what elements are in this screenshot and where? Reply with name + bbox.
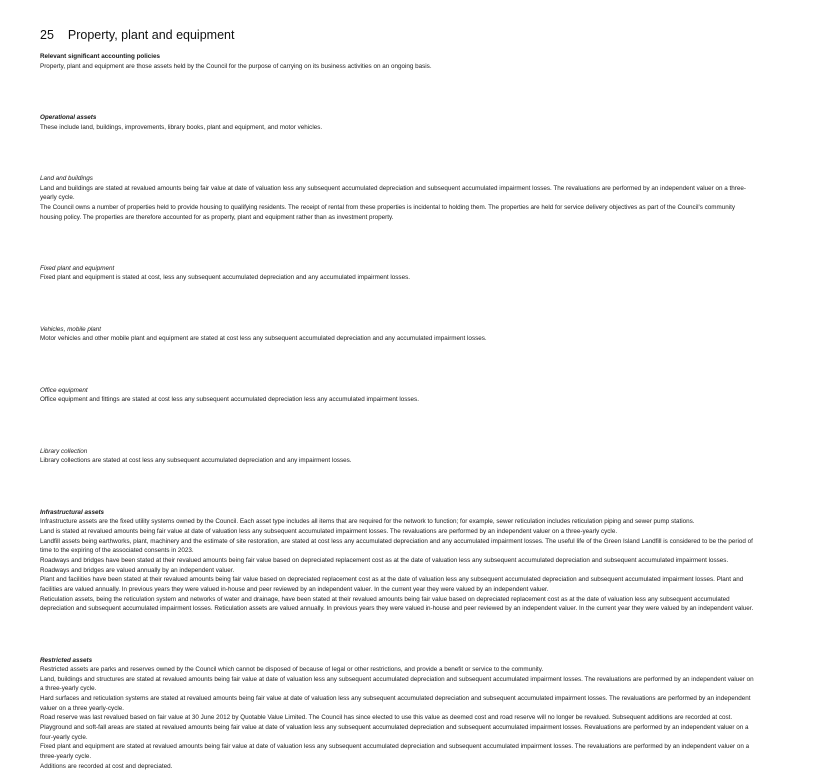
body-paragraph: Property, plant and equipment are those assets held by the Council for the purpose of carrying on its business activities on an ongoing basis. [40, 62, 432, 70]
subheading: Restricted assets [40, 656, 93, 664]
paragraph-spacer [40, 360, 758, 370]
body-paragraph: Restricted assets are parks and reserves owned by the Council which cannot be disposed of because of legal or other restrictions, and provide a benefit or service to the community. [40, 666, 544, 674]
subheading: Office equipment [40, 386, 88, 394]
document-page [40, 28, 758, 771]
subheading: Land and buildings [40, 174, 93, 182]
subheading: Relevant significant accounting policies [40, 53, 161, 60]
body-paragraph: Fixed plant and equipment are stated at revalued amounts being fair value at date of valuation less any subsequent accumulated depreciation and subsequent accumulated impairment losses. The revaluations are performed by an independent valuer on a three-yearly cycle. [40, 743, 750, 761]
body-paragraph: Land and buildings are stated at revalued amounts being fair value at date of valuation less any subsequent accumulated depreciation and subsequent accumulated impairment losses. The revaluations are performed by an independent valuer on a three-yearly cycle. [40, 184, 746, 202]
paragraph-spacer [40, 87, 758, 97]
body-paragraph: Library collections are stated at cost less any subsequent accumulated depreciation and any impairment losses. [40, 457, 352, 465]
body-paragraph: Infrastructure assets are the fixed utility systems owned by the Council. Each asset type includes all items that are required for the network to function; for example, sewer reticulation includes reticulation piping and sewer pump stations. [40, 518, 695, 526]
section-heading [40, 28, 758, 42]
subheading: Operational assets [40, 113, 97, 121]
body-paragraph: The Council owns a number of properties held to provide housing to qualifying residents. The receipt of rental from these properties is incidental to holding them. The properties are held for service delivery objectives as part of the Council's community housing policy. The properties are therefore accounted for as property, plant and equipment rather than as investment property. [40, 203, 736, 221]
body-paragraph: Fixed plant and equipment is stated at cost, less any subsequent accumulated depreciation and any accumulated impairment losses. [40, 274, 410, 282]
paragraph-spacer [40, 148, 758, 158]
section-body [40, 52, 758, 771]
body-paragraph: Land, buildings and structures are stated at revalued amounts being fair value at date of valuation less any subsequent accumulated depreciation and subsequent accumulated impairment losses. The revaluations are performed by an independent valuer on a three-yearly cycle. [40, 675, 754, 693]
body-paragraph: Road reserve was last revalued based on fair value at 30 June 2012 by Quotable Value Limited. The Council has since elected to use this value as deemed cost and road reserve will no longer be revalued. Subsequent additions are recorded at cost. [40, 714, 733, 722]
section-number: 25 [40, 28, 54, 42]
subheading: Library collection [40, 447, 88, 455]
paragraph-spacer [40, 482, 758, 492]
section-title: Property, plant and equipment [67, 28, 235, 42]
paragraph-spacer [40, 630, 758, 640]
subheading: Vehicles, mobile plant [40, 325, 102, 333]
body-paragraph: Reticulation assets, being the reticulation system and networks of water and drainage, have been stated at their revalued amounts being fair value based on depreciated replacement cost as at the date of valuation less any subsequent accumulated depreciation and subsequent accumulated impairment losses. Reticulation assets are valued annually. In previous years they were valued in-house and peer reviewed by an independent valuer. In the current year they were valued by an independent valuer. [40, 595, 754, 613]
body-paragraph: Motor vehicles and other mobile plant and equipment are stated at cost less any subsequent accumulated depreciation and any accumulated impairment losses. [40, 335, 487, 343]
body-paragraph: Plant and facilities have been stated at their revalued amounts being fair value based on depreciated replacement cost as at the date of valuation less any subsequent accumulated depreciation and subsequent accumulated impairment losses. Plant and facilities are valued annually. In previous years they were valued in-house and peer reviewed by an independent valuer. In the current year they were valued by an independent valuer. [40, 576, 744, 593]
body-paragraph: Playground and soft-fall areas are stated at revalued amounts being fair value at date of valuation less any subsequent accumulated depreciation and subsequent accumulated impairment losses. Revaluations are performed by an independent valuer on a four-yearly cycle. [40, 724, 749, 741]
subheading: Fixed plant and equipment [40, 264, 115, 272]
body-paragraph: Additions are recorded at cost and depreciated. [40, 762, 173, 770]
body-paragraph: These include land, buildings, improvements, library books, plant and equipment, and motor vehicles. [40, 123, 323, 131]
body-paragraph: Land is stated at revalued amounts being fair value at date of valuation less any subsequent accumulated impairment losses. The revaluations are performed by an independent valuer on a three-yearly cycle. [40, 527, 618, 535]
paragraph-spacer [40, 238, 758, 248]
body-paragraph: Roadways and bridges have been stated at their revalued amounts being fair value based on depreciated replacement cost as at the date of valuation less any subsequent accumulated depreciation and subsequent accumulated impairment losses. Roadways and bridges are valued annually by an independent valuer. [40, 556, 729, 574]
body-paragraph: Landfill assets being earthworks, plant, machinery and the estimate of site restoration, are stated at cost less any accumulated depreciation and any accumulated impairment losses. The useful life of the Green Island Landfill is considered to be the period of time to the expiring of the associated consents in 2023. [40, 537, 753, 555]
body-paragraph: Hard surfaces and reticulation systems are stated at revalued amounts being fair value at date of valuation less any subsequent accumulated depreciation and subsequent accumulated impairment losses. The revaluations are performed by an independent valuer on a three yearly-cycle. [40, 695, 751, 712]
paragraph-spacer [40, 299, 758, 309]
subheading: Infrastructural assets [40, 508, 105, 516]
body-paragraph: Office equipment and fittings are stated at cost less any subsequent accumulated depreciation less any accumulated impairment losses. [40, 396, 419, 404]
paragraph-spacer [40, 421, 758, 431]
